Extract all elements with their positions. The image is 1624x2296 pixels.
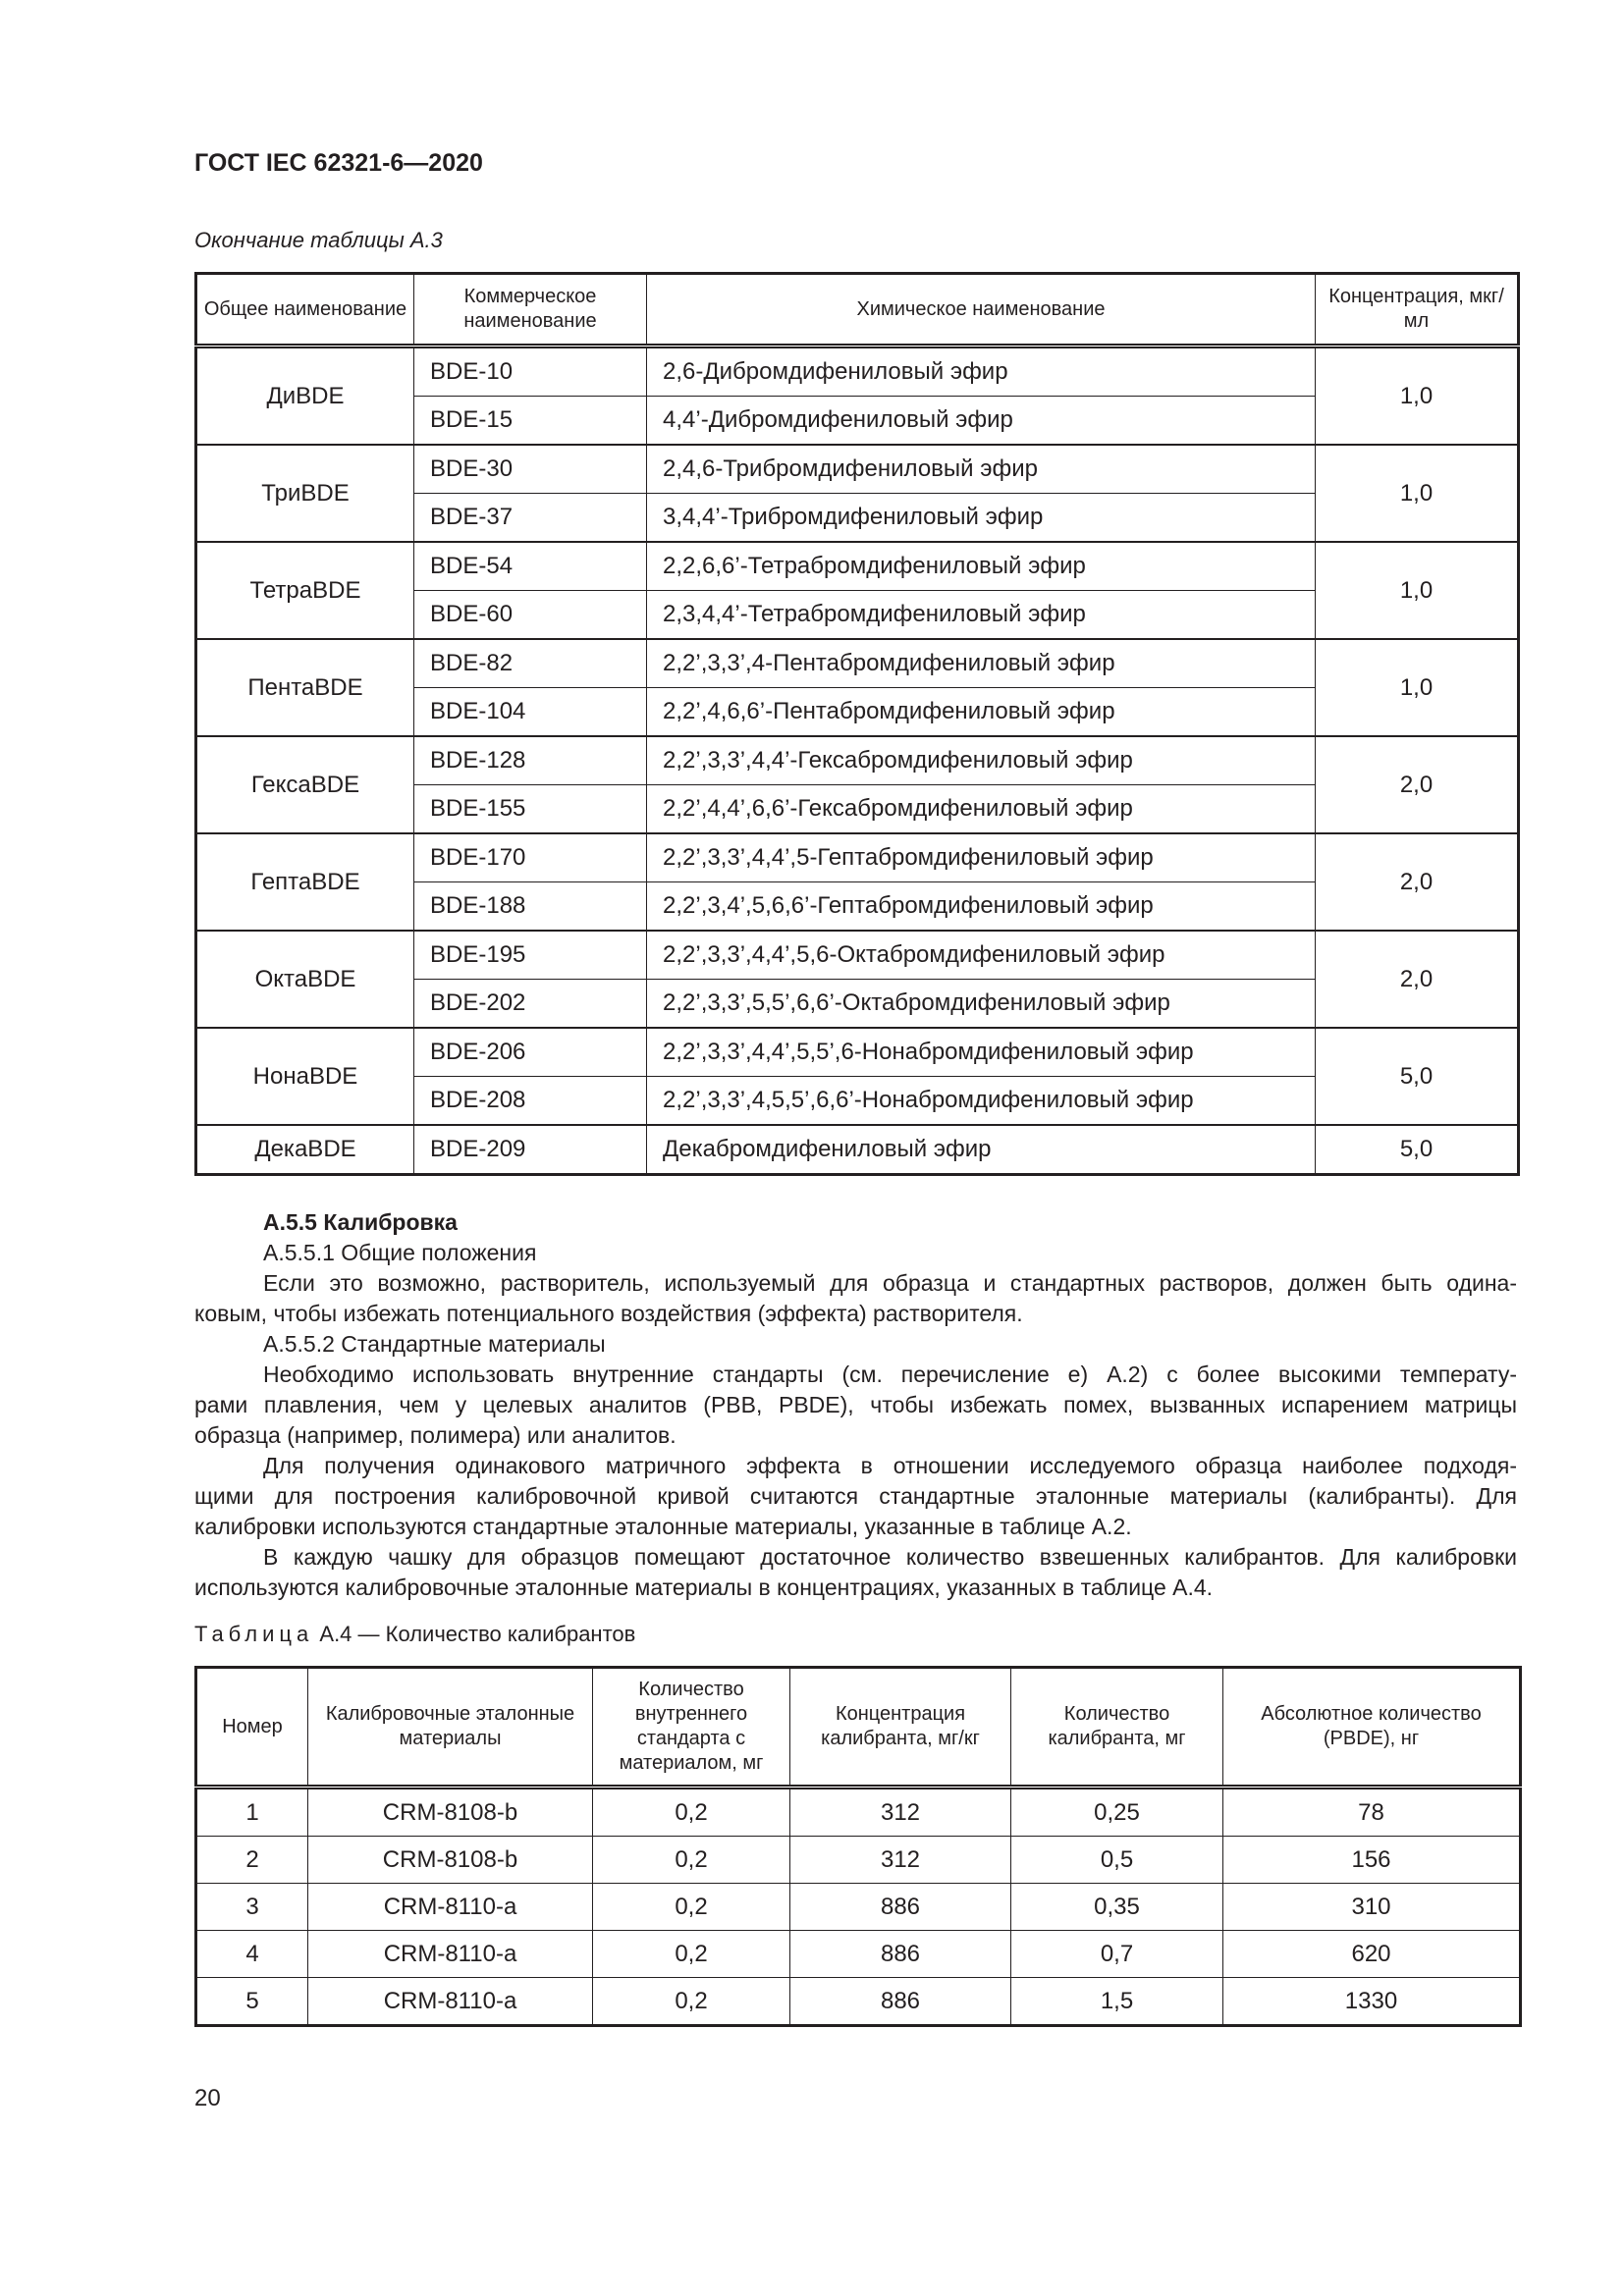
- table-a3-caption: Окончание таблицы А.3: [194, 228, 443, 252]
- caption-prefix: Таблица: [194, 1622, 314, 1646]
- paragraph-line: рами плавления, чем у целевых аналитов (PBB, PBDE), чтобы избежать помех, вызванных испарением матрицы: [194, 1392, 1517, 1417]
- trade-name-cell: BDE-128: [414, 736, 647, 785]
- subsection-heading: А.5.5.1 Общие положения: [263, 1240, 537, 1265]
- trade-name-cell: BDE-60: [414, 591, 647, 640]
- table-cell: 0,7: [1011, 1931, 1223, 1978]
- chemical-name-cell: 2,2’,4,4’,6,6’-Гексабромдифениловый эфир: [647, 785, 1316, 834]
- table-row: [196, 639, 1519, 688]
- group-name-cell: ТетраBDE: [196, 542, 414, 639]
- table-row: [196, 542, 1519, 591]
- table-cell: 0,2: [593, 1884, 790, 1931]
- table-cell: CRM-8108-b: [308, 1788, 593, 1837]
- table-cell: 156: [1223, 1837, 1521, 1884]
- table-cell: 0,2: [593, 1978, 790, 2026]
- table-cell: 0,25: [1011, 1788, 1223, 1837]
- chemical-name-cell: 4,4’-Дибромдифениловый эфир: [647, 397, 1316, 446]
- paragraph: [194, 1360, 1517, 1451]
- trade-name-cell: BDE-82: [414, 639, 647, 688]
- table-row: [196, 1837, 1521, 1884]
- trade-name-cell: BDE-209: [414, 1125, 647, 1175]
- table-cell: 1330: [1223, 1978, 1521, 2026]
- group-name-cell: ДекаBDE: [196, 1125, 414, 1175]
- group-name-cell: ПентаBDE: [196, 639, 414, 736]
- table-row: [196, 1978, 1521, 2026]
- column-header: Концентрация калибранта, мг/кг: [790, 1668, 1011, 1788]
- table-cell: 5: [196, 1978, 308, 2026]
- trade-name-cell: BDE-37: [414, 494, 647, 543]
- chemical-name-cell: 3,4,4’-Трибромдифениловый эфир: [647, 494, 1316, 543]
- chemical-name-cell: 2,2’,3,4’,5,6,6’-Гептабромдифениловый эфир: [647, 882, 1316, 932]
- paragraph: [194, 1542, 1517, 1603]
- chemical-name-cell: 2,2’,3,3’,4,5,5’,6,6’-Нонабромдифениловый эфир: [647, 1077, 1316, 1126]
- column-header: Номер: [196, 1668, 308, 1788]
- document-title: ГОСТ IEC 62321-6—2020: [194, 149, 483, 177]
- chemical-name-cell: 2,2’,3,3’,4,4’,5,5’,6-Нонабромдифениловый эфир: [647, 1028, 1316, 1077]
- group-name-cell: ГексаBDE: [196, 736, 414, 833]
- chemical-name-cell: Декабромдифениловый эфир: [647, 1125, 1316, 1175]
- paragraph-line: используются калибровочные эталонные материалы в концентрациях, указанных в таблице А.4.: [194, 1575, 1214, 1600]
- table-cell: 0,5: [1011, 1837, 1223, 1884]
- column-header: Химическое наименование: [647, 274, 1316, 347]
- table-row: [196, 1884, 1521, 1931]
- table-cell: 0,35: [1011, 1884, 1223, 1931]
- chemical-name-cell: 2,2’,3,3’,4,4’,5,6-Октабромдифениловый эфир: [647, 931, 1316, 980]
- table-row: [196, 931, 1519, 980]
- paragraph-line: Необходимо использовать внутренние стандарты (см. перечисление е) А.2) с более высокими температу-: [263, 1362, 1517, 1387]
- concentration-cell: 2,0: [1316, 833, 1519, 931]
- chemical-name-cell: 2,2’,3,3’,5,5’,6,6’-Октабромдифениловый эфир: [647, 980, 1316, 1029]
- table-cell: 886: [790, 1978, 1011, 2026]
- chemical-name-cell: 2,2’,3,3’,4-Пентабромдифениловый эфир: [647, 639, 1316, 688]
- table-cell: 2: [196, 1837, 308, 1884]
- section-a-5-5: [194, 1207, 1517, 1603]
- column-header: Количество внутреннего стандарта с материалом, мг: [593, 1668, 790, 1788]
- paragraph-line: образца (например, полимера) или аналитов.: [194, 1422, 677, 1448]
- chemical-name-cell: 2,2’,4,6,6’-Пентабромдифениловый эфир: [647, 688, 1316, 737]
- table-a4: [194, 1666, 1522, 2027]
- column-header: Концентрация, мкг/мл: [1316, 274, 1519, 347]
- paragraph-line: щими для построения калибровочной кривой считаются стандартные эталонные материалы (калибранты). Для: [194, 1483, 1517, 1509]
- group-name-cell: НонаBDE: [196, 1028, 414, 1125]
- column-header: Количество калибранта, мг: [1011, 1668, 1223, 1788]
- concentration-cell: 5,0: [1316, 1125, 1519, 1175]
- table-row: [196, 736, 1519, 785]
- table-cell: CRM-8110-a: [308, 1884, 593, 1931]
- page-number: 20: [194, 2085, 221, 2111]
- trade-name-cell: BDE-54: [414, 542, 647, 591]
- chemical-name-cell: 2,6-Дибромдифениловый эфир: [647, 347, 1316, 397]
- paragraph-line: калибровки используются стандартные эталонные материалы, указанные в таблице А.2.: [194, 1514, 1132, 1539]
- chemical-name-cell: 2,2’,3,3’,4,4’,5-Гептабромдифениловый эфир: [647, 833, 1316, 882]
- trade-name-cell: BDE-188: [414, 882, 647, 932]
- table-cell: 1: [196, 1788, 308, 1837]
- group-name-cell: ГептаBDE: [196, 833, 414, 931]
- chemical-name-cell: 2,3,4,4’-Тетрабромдифениловый эфир: [647, 591, 1316, 640]
- group-name-cell: ОктаBDE: [196, 931, 414, 1028]
- table-cell: 3: [196, 1884, 308, 1931]
- table-row: [196, 833, 1519, 882]
- paragraph-line: Если это возможно, растворитель, используемый для образца и стандартных растворов, должен быть одина-: [263, 1270, 1517, 1296]
- table-cell: 0,2: [593, 1931, 790, 1978]
- trade-name-cell: BDE-10: [414, 347, 647, 397]
- paragraph: [194, 1451, 1517, 1542]
- column-header: Коммерческое наименование: [414, 274, 647, 347]
- table-cell: 78: [1223, 1788, 1521, 1837]
- table-row: [196, 445, 1519, 494]
- table-cell: 312: [790, 1788, 1011, 1837]
- trade-name-cell: BDE-30: [414, 445, 647, 494]
- trade-name-cell: BDE-155: [414, 785, 647, 834]
- group-name-cell: ТриBDE: [196, 445, 414, 542]
- column-header: Абсолютное количество (PBDE), нг: [1223, 1668, 1521, 1788]
- concentration-cell: 1,0: [1316, 347, 1519, 446]
- chemical-name-cell: 2,2,6,6’-Тетрабромдифениловый эфир: [647, 542, 1316, 591]
- table-cell: CRM-8110-a: [308, 1931, 593, 1978]
- table-cell: 886: [790, 1884, 1011, 1931]
- column-header: Общее наименование: [196, 274, 414, 347]
- caption-text: А.4 — Количество калибрантов: [319, 1622, 636, 1646]
- table-row: [196, 347, 1519, 397]
- concentration-cell: 1,0: [1316, 542, 1519, 639]
- table-row: [196, 1028, 1519, 1077]
- table-cell: 4: [196, 1931, 308, 1978]
- table-row: [196, 1788, 1521, 1837]
- table-cell: 0,2: [593, 1837, 790, 1884]
- table-cell: 620: [1223, 1931, 1521, 1978]
- table-cell: 886: [790, 1931, 1011, 1978]
- column-header: Калибровочные эталонные материалы: [308, 1668, 593, 1788]
- concentration-cell: 1,0: [1316, 445, 1519, 542]
- group-name-cell: ДиBDE: [196, 347, 414, 446]
- paragraph: [194, 1268, 1517, 1329]
- trade-name-cell: BDE-195: [414, 931, 647, 980]
- concentration-cell: 2,0: [1316, 736, 1519, 833]
- table-a4-caption: [194, 1622, 635, 1647]
- paragraph-line: Для получения одинакового матричного эффекта в отношении исследуемого образца наиболее подходя-: [263, 1453, 1517, 1478]
- trade-name-cell: BDE-206: [414, 1028, 647, 1077]
- table-row: [196, 1931, 1521, 1978]
- trade-name-cell: BDE-104: [414, 688, 647, 737]
- table-cell: CRM-8110-a: [308, 1978, 593, 2026]
- chemical-name-cell: 2,2’,3,3’,4,4’-Гексабромдифениловый эфир: [647, 736, 1316, 785]
- subsection-heading: А.5.5.2 Стандартные материалы: [263, 1331, 606, 1357]
- table-row: [196, 1125, 1519, 1175]
- concentration-cell: 1,0: [1316, 639, 1519, 736]
- paragraph-line: В каждую чашку для образцов помещают достаточное количество взвешенных калибрантов. Для калибровки: [263, 1544, 1517, 1570]
- trade-name-cell: BDE-208: [414, 1077, 647, 1126]
- paragraph-line: ковым, чтобы избежать потенциального воздействия (эффекта) растворителя.: [194, 1301, 1023, 1326]
- section-heading: А.5.5 Калибровка: [263, 1209, 458, 1235]
- trade-name-cell: BDE-15: [414, 397, 647, 446]
- concentration-cell: 5,0: [1316, 1028, 1519, 1125]
- chemical-name-cell: 2,4,6-Трибромдифениловый эфир: [647, 445, 1316, 494]
- trade-name-cell: BDE-202: [414, 980, 647, 1029]
- table-cell: 1,5: [1011, 1978, 1223, 2026]
- trade-name-cell: BDE-170: [414, 833, 647, 882]
- table-cell: 0,2: [593, 1788, 790, 1837]
- concentration-cell: 2,0: [1316, 931, 1519, 1028]
- table-cell: 310: [1223, 1884, 1521, 1931]
- table-cell: CRM-8108-b: [308, 1837, 593, 1884]
- table-cell: 312: [790, 1837, 1011, 1884]
- table-a3: [194, 272, 1520, 1176]
